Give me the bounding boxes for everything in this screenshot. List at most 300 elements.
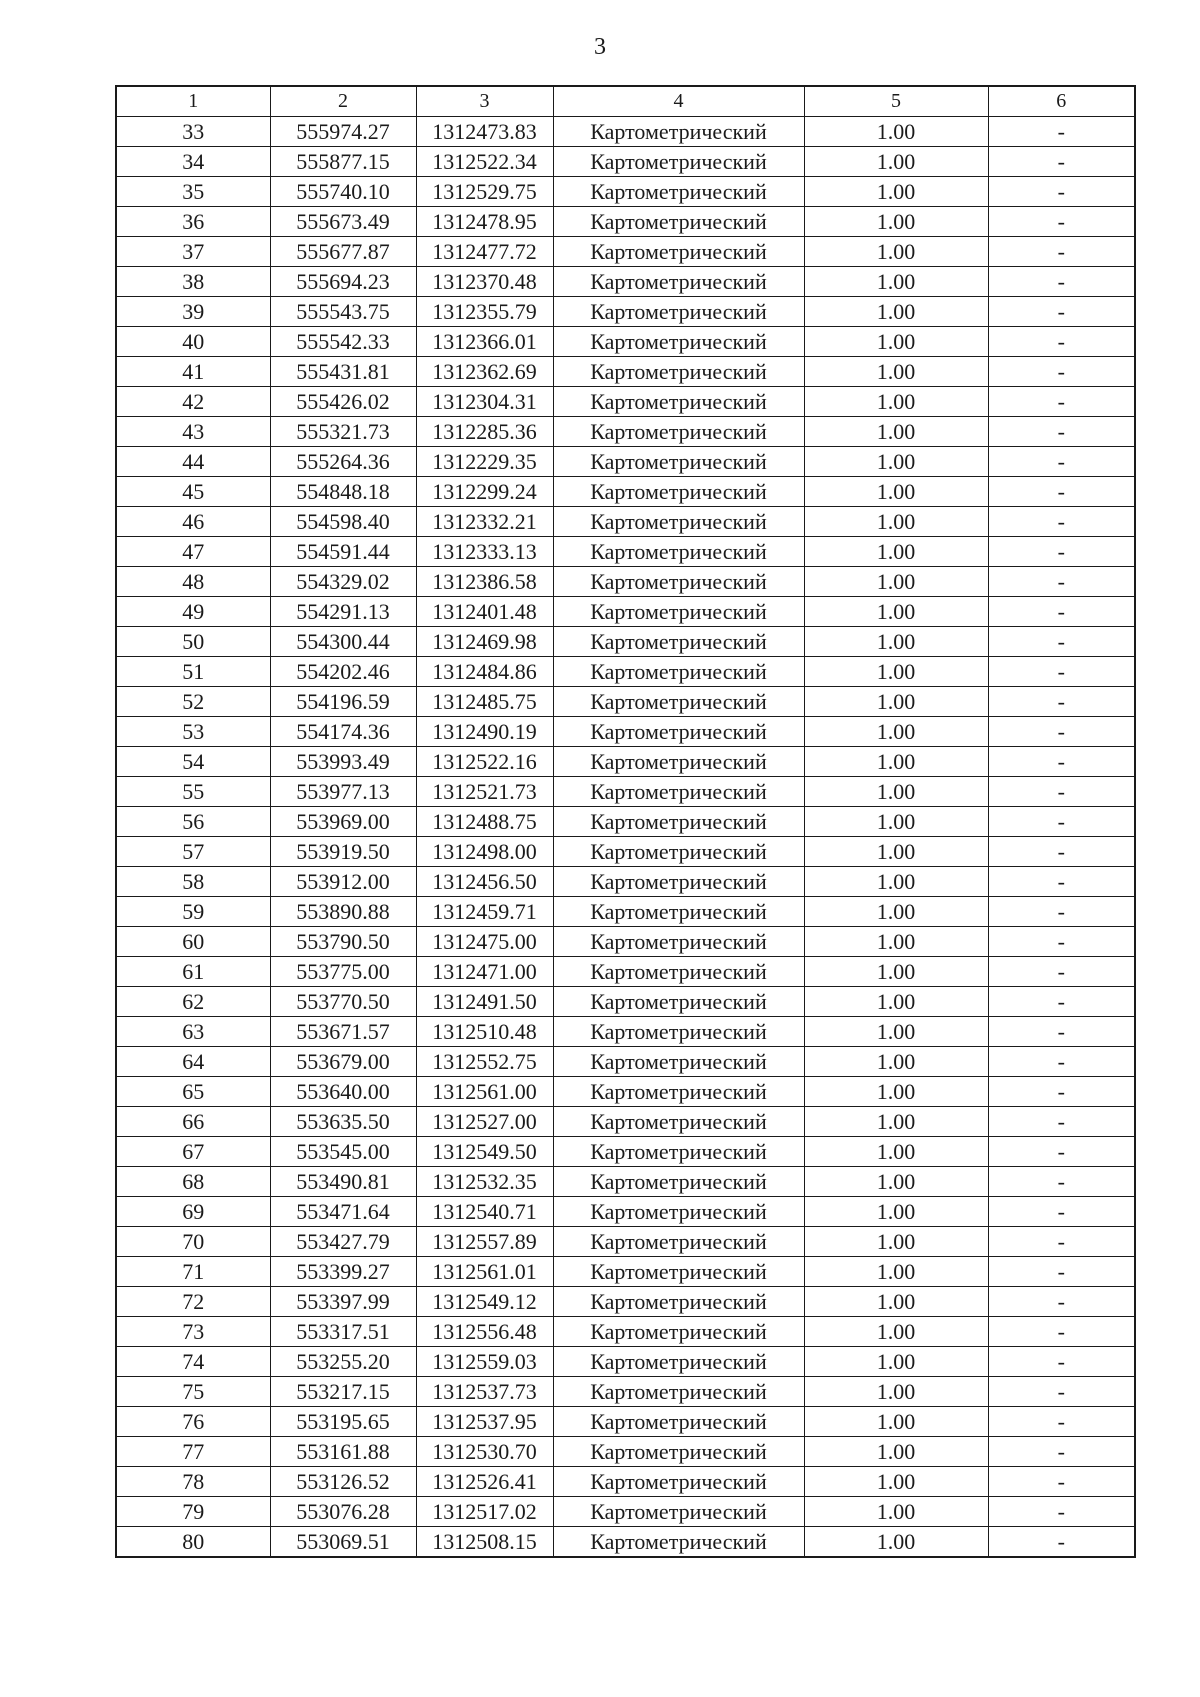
accuracy-cell: 1.00	[804, 867, 988, 897]
y-coordinate-cell: 1312557.89	[416, 1227, 553, 1257]
method-cell: Картометрический	[553, 567, 804, 597]
note-cell: -	[988, 237, 1135, 267]
y-coordinate-cell: 1312484.86	[416, 657, 553, 687]
accuracy-cell: 1.00	[804, 897, 988, 927]
accuracy-cell: 1.00	[804, 237, 988, 267]
method-cell: Картометрический	[553, 747, 804, 777]
y-coordinate-cell: 1312498.00	[416, 837, 553, 867]
y-coordinate-cell: 1312521.73	[416, 777, 553, 807]
method-cell: Картометрический	[553, 1467, 804, 1497]
accuracy-cell: 1.00	[804, 357, 988, 387]
table-row	[116, 297, 1135, 327]
table-row	[116, 657, 1135, 687]
point-number-cell: 51	[116, 657, 270, 687]
y-coordinate-cell: 1312401.48	[416, 597, 553, 627]
point-number-cell: 55	[116, 777, 270, 807]
point-number-cell: 63	[116, 1017, 270, 1047]
y-coordinate-cell: 1312549.50	[416, 1137, 553, 1167]
accuracy-cell: 1.00	[804, 537, 988, 567]
note-cell: -	[988, 627, 1135, 657]
y-coordinate-cell: 1312527.00	[416, 1107, 553, 1137]
table-row	[116, 1077, 1135, 1107]
point-number-cell: 61	[116, 957, 270, 987]
table-row	[116, 207, 1135, 237]
table-row	[116, 507, 1135, 537]
x-coordinate-cell: 553912.00	[270, 867, 416, 897]
table-row	[116, 1047, 1135, 1077]
point-number-cell: 46	[116, 507, 270, 537]
note-cell: -	[988, 717, 1135, 747]
table-row	[116, 567, 1135, 597]
point-number-cell: 52	[116, 687, 270, 717]
method-cell: Картометрический	[553, 957, 804, 987]
point-number-cell: 45	[116, 477, 270, 507]
table-row	[116, 267, 1135, 297]
point-number-cell: 65	[116, 1077, 270, 1107]
accuracy-cell: 1.00	[804, 687, 988, 717]
point-number-cell: 49	[116, 597, 270, 627]
y-coordinate-cell: 1312549.12	[416, 1287, 553, 1317]
table-row	[116, 1497, 1135, 1527]
note-cell: -	[988, 1497, 1135, 1527]
accuracy-cell: 1.00	[804, 1137, 988, 1167]
y-coordinate-cell: 1312488.75	[416, 807, 553, 837]
accuracy-cell: 1.00	[804, 387, 988, 417]
note-cell: -	[988, 1107, 1135, 1137]
x-coordinate-cell: 555974.27	[270, 117, 416, 147]
point-number-cell: 69	[116, 1197, 270, 1227]
note-cell: -	[988, 1047, 1135, 1077]
accuracy-cell: 1.00	[804, 1167, 988, 1197]
method-cell: Картометрический	[553, 1257, 804, 1287]
point-number-cell: 62	[116, 987, 270, 1017]
point-number-cell: 48	[116, 567, 270, 597]
point-number-cell: 75	[116, 1377, 270, 1407]
point-number-cell: 41	[116, 357, 270, 387]
y-coordinate-cell: 1312475.00	[416, 927, 553, 957]
accuracy-cell: 1.00	[804, 267, 988, 297]
note-cell: -	[988, 267, 1135, 297]
accuracy-cell: 1.00	[804, 177, 988, 207]
table-row	[116, 177, 1135, 207]
point-number-cell: 42	[116, 387, 270, 417]
column-header-1: 1	[116, 86, 270, 117]
note-cell: -	[988, 1467, 1135, 1497]
method-cell: Картометрический	[553, 267, 804, 297]
method-cell: Картометрический	[553, 987, 804, 1017]
y-coordinate-cell: 1312386.58	[416, 567, 553, 597]
note-cell: -	[988, 747, 1135, 777]
table-body	[116, 117, 1135, 1558]
x-coordinate-cell: 553255.20	[270, 1347, 416, 1377]
accuracy-cell: 1.00	[804, 657, 988, 687]
accuracy-cell: 1.00	[804, 597, 988, 627]
accuracy-cell: 1.00	[804, 1527, 988, 1558]
point-number-cell: 72	[116, 1287, 270, 1317]
accuracy-cell: 1.00	[804, 327, 988, 357]
method-cell: Картометрический	[553, 477, 804, 507]
accuracy-cell: 1.00	[804, 717, 988, 747]
accuracy-cell: 1.00	[804, 1077, 988, 1107]
table-row	[116, 477, 1135, 507]
x-coordinate-cell: 553775.00	[270, 957, 416, 987]
point-number-cell: 44	[116, 447, 270, 477]
note-cell: -	[988, 1287, 1135, 1317]
note-cell: -	[988, 777, 1135, 807]
method-cell: Картометрический	[553, 387, 804, 417]
method-cell: Картометрический	[553, 807, 804, 837]
table-row	[116, 1167, 1135, 1197]
x-coordinate-cell: 553790.50	[270, 927, 416, 957]
method-cell: Картометрический	[553, 207, 804, 237]
point-number-cell: 40	[116, 327, 270, 357]
method-cell: Картометрический	[553, 117, 804, 147]
note-cell: -	[988, 357, 1135, 387]
point-number-cell: 73	[116, 1317, 270, 1347]
accuracy-cell: 1.00	[804, 1017, 988, 1047]
table-row	[116, 687, 1135, 717]
point-number-cell: 67	[116, 1137, 270, 1167]
x-coordinate-cell: 554291.13	[270, 597, 416, 627]
table-row	[116, 717, 1135, 747]
x-coordinate-cell: 555877.15	[270, 147, 416, 177]
point-number-cell: 36	[116, 207, 270, 237]
method-cell: Картометрический	[553, 597, 804, 627]
method-cell: Картометрический	[553, 777, 804, 807]
note-cell: -	[988, 1077, 1135, 1107]
table-row	[116, 777, 1135, 807]
note-cell: -	[988, 1017, 1135, 1047]
x-coordinate-cell: 553919.50	[270, 837, 416, 867]
y-coordinate-cell: 1312285.36	[416, 417, 553, 447]
method-cell: Картометрический	[553, 507, 804, 537]
accuracy-cell: 1.00	[804, 1227, 988, 1257]
method-cell: Картометрический	[553, 1497, 804, 1527]
note-cell: -	[988, 1317, 1135, 1347]
note-cell: -	[988, 1377, 1135, 1407]
table-row	[116, 417, 1135, 447]
note-cell: -	[988, 1347, 1135, 1377]
column-header-3: 3	[416, 86, 553, 117]
note-cell: -	[988, 687, 1135, 717]
x-coordinate-cell: 553671.57	[270, 1017, 416, 1047]
method-cell: Картометрический	[553, 297, 804, 327]
point-number-cell: 54	[116, 747, 270, 777]
note-cell: -	[988, 807, 1135, 837]
note-cell: -	[988, 417, 1135, 447]
method-cell: Картометрический	[553, 417, 804, 447]
table-row	[116, 837, 1135, 867]
x-coordinate-cell: 553969.00	[270, 807, 416, 837]
y-coordinate-cell: 1312229.35	[416, 447, 553, 477]
x-coordinate-cell: 553545.00	[270, 1137, 416, 1167]
table-row	[116, 747, 1135, 777]
point-number-cell: 76	[116, 1407, 270, 1437]
method-cell: Картометрический	[553, 1077, 804, 1107]
accuracy-cell: 1.00	[804, 1377, 988, 1407]
note-cell: -	[988, 1137, 1135, 1167]
x-coordinate-cell: 554848.18	[270, 477, 416, 507]
method-cell: Картометрический	[553, 1347, 804, 1377]
method-cell: Картометрический	[553, 627, 804, 657]
table-row	[116, 597, 1135, 627]
point-number-cell: 53	[116, 717, 270, 747]
x-coordinate-cell: 554300.44	[270, 627, 416, 657]
x-coordinate-cell: 554598.40	[270, 507, 416, 537]
point-number-cell: 68	[116, 1167, 270, 1197]
x-coordinate-cell: 553126.52	[270, 1467, 416, 1497]
method-cell: Картометрический	[553, 687, 804, 717]
x-coordinate-cell: 553993.49	[270, 747, 416, 777]
note-cell: -	[988, 987, 1135, 1017]
accuracy-cell: 1.00	[804, 807, 988, 837]
point-number-cell: 71	[116, 1257, 270, 1287]
accuracy-cell: 1.00	[804, 1347, 988, 1377]
table-row	[116, 957, 1135, 987]
y-coordinate-cell: 1312370.48	[416, 267, 553, 297]
table-row	[116, 1257, 1135, 1287]
method-cell: Картометрический	[553, 1137, 804, 1167]
table-row	[116, 927, 1135, 957]
table-row	[116, 1017, 1135, 1047]
note-cell: -	[988, 897, 1135, 927]
y-coordinate-cell: 1312510.48	[416, 1017, 553, 1047]
note-cell: -	[988, 1407, 1135, 1437]
method-cell: Картометрический	[553, 1047, 804, 1077]
y-coordinate-cell: 1312556.48	[416, 1317, 553, 1347]
y-coordinate-cell: 1312485.75	[416, 687, 553, 717]
method-cell: Картометрический	[553, 1527, 804, 1558]
table-row	[116, 627, 1135, 657]
x-coordinate-cell: 555542.33	[270, 327, 416, 357]
table-row	[116, 1227, 1135, 1257]
y-coordinate-cell: 1312332.21	[416, 507, 553, 537]
y-coordinate-cell: 1312561.01	[416, 1257, 553, 1287]
y-coordinate-cell: 1312490.19	[416, 717, 553, 747]
point-number-cell: 60	[116, 927, 270, 957]
point-number-cell: 59	[116, 897, 270, 927]
table-row	[116, 1407, 1135, 1437]
method-cell: Картометрический	[553, 1317, 804, 1347]
x-coordinate-cell: 555740.10	[270, 177, 416, 207]
table-row	[116, 327, 1135, 357]
y-coordinate-cell: 1312299.24	[416, 477, 553, 507]
note-cell: -	[988, 957, 1135, 987]
x-coordinate-cell: 555426.02	[270, 387, 416, 417]
y-coordinate-cell: 1312561.00	[416, 1077, 553, 1107]
x-coordinate-cell: 553195.65	[270, 1407, 416, 1437]
accuracy-cell: 1.00	[804, 477, 988, 507]
note-cell: -	[988, 1227, 1135, 1257]
accuracy-cell: 1.00	[804, 957, 988, 987]
x-coordinate-cell: 555543.75	[270, 297, 416, 327]
note-cell: -	[988, 1257, 1135, 1287]
point-number-cell: 47	[116, 537, 270, 567]
table-row	[116, 1317, 1135, 1347]
table-row	[116, 987, 1135, 1017]
method-cell: Картометрический	[553, 1167, 804, 1197]
y-coordinate-cell: 1312522.16	[416, 747, 553, 777]
y-coordinate-cell: 1312491.50	[416, 987, 553, 1017]
accuracy-cell: 1.00	[804, 567, 988, 597]
y-coordinate-cell: 1312540.71	[416, 1197, 553, 1227]
accuracy-cell: 1.00	[804, 987, 988, 1017]
method-cell: Картометрический	[553, 357, 804, 387]
y-coordinate-cell: 1312478.95	[416, 207, 553, 237]
table-row	[116, 147, 1135, 177]
accuracy-cell: 1.00	[804, 1047, 988, 1077]
note-cell: -	[988, 1197, 1135, 1227]
table-row	[116, 1377, 1135, 1407]
note-cell: -	[988, 867, 1135, 897]
method-cell: Картометрический	[553, 237, 804, 267]
y-coordinate-cell: 1312529.75	[416, 177, 553, 207]
y-coordinate-cell: 1312362.69	[416, 357, 553, 387]
table-row	[116, 1197, 1135, 1227]
method-cell: Картометрический	[553, 1437, 804, 1467]
method-cell: Картометрический	[553, 177, 804, 207]
table-row	[116, 867, 1135, 897]
y-coordinate-cell: 1312508.15	[416, 1527, 553, 1558]
note-cell: -	[988, 207, 1135, 237]
accuracy-cell: 1.00	[804, 1287, 988, 1317]
x-coordinate-cell: 555673.49	[270, 207, 416, 237]
table-row	[116, 1107, 1135, 1137]
x-coordinate-cell: 554196.59	[270, 687, 416, 717]
accuracy-cell: 1.00	[804, 777, 988, 807]
column-header-5: 5	[804, 86, 988, 117]
point-number-cell: 39	[116, 297, 270, 327]
table-row	[116, 897, 1135, 927]
point-number-cell: 64	[116, 1047, 270, 1077]
accuracy-cell: 1.00	[804, 117, 988, 147]
method-cell: Картометрический	[553, 1287, 804, 1317]
point-number-cell: 70	[116, 1227, 270, 1257]
y-coordinate-cell: 1312559.03	[416, 1347, 553, 1377]
column-header-6: 6	[988, 86, 1135, 117]
x-coordinate-cell: 554591.44	[270, 537, 416, 567]
method-cell: Картометрический	[553, 897, 804, 927]
x-coordinate-cell: 555431.81	[270, 357, 416, 387]
accuracy-cell: 1.00	[804, 1467, 988, 1497]
method-cell: Картометрический	[553, 1107, 804, 1137]
x-coordinate-cell: 553770.50	[270, 987, 416, 1017]
x-coordinate-cell: 553076.28	[270, 1497, 416, 1527]
y-coordinate-cell: 1312304.31	[416, 387, 553, 417]
column-header-4: 4	[553, 86, 804, 117]
x-coordinate-cell: 554202.46	[270, 657, 416, 687]
y-coordinate-cell: 1312459.71	[416, 897, 553, 927]
point-number-cell: 43	[116, 417, 270, 447]
note-cell: -	[988, 1167, 1135, 1197]
note-cell: -	[988, 297, 1135, 327]
accuracy-cell: 1.00	[804, 447, 988, 477]
method-cell: Картометрический	[553, 147, 804, 177]
y-coordinate-cell: 1312471.00	[416, 957, 553, 987]
table-row	[116, 1437, 1135, 1467]
table-row	[116, 1287, 1135, 1317]
y-coordinate-cell: 1312473.83	[416, 117, 553, 147]
method-cell: Картометрический	[553, 327, 804, 357]
note-cell: -	[988, 177, 1135, 207]
y-coordinate-cell: 1312537.95	[416, 1407, 553, 1437]
x-coordinate-cell: 553679.00	[270, 1047, 416, 1077]
x-coordinate-cell: 553427.79	[270, 1227, 416, 1257]
y-coordinate-cell: 1312469.98	[416, 627, 553, 657]
accuracy-cell: 1.00	[804, 1497, 988, 1527]
table-row	[116, 1347, 1135, 1377]
note-cell: -	[988, 387, 1135, 417]
note-cell: -	[988, 657, 1135, 687]
x-coordinate-cell: 553490.81	[270, 1167, 416, 1197]
accuracy-cell: 1.00	[804, 147, 988, 177]
accuracy-cell: 1.00	[804, 1107, 988, 1137]
accuracy-cell: 1.00	[804, 507, 988, 537]
table-header-row	[116, 86, 1135, 117]
page-number: 3	[594, 34, 606, 60]
note-cell: -	[988, 477, 1135, 507]
accuracy-cell: 1.00	[804, 1407, 988, 1437]
note-cell: -	[988, 1437, 1135, 1467]
x-coordinate-cell: 553640.00	[270, 1077, 416, 1107]
accuracy-cell: 1.00	[804, 207, 988, 237]
column-header-2: 2	[270, 86, 416, 117]
table-row	[116, 387, 1135, 417]
x-coordinate-cell: 555677.87	[270, 237, 416, 267]
method-cell: Картометрический	[553, 537, 804, 567]
table-row	[116, 357, 1135, 387]
table-row	[116, 807, 1135, 837]
table-row	[116, 447, 1135, 477]
method-cell: Картометрический	[553, 657, 804, 687]
point-number-cell: 57	[116, 837, 270, 867]
point-number-cell: 38	[116, 267, 270, 297]
point-number-cell: 58	[116, 867, 270, 897]
note-cell: -	[988, 537, 1135, 567]
note-cell: -	[988, 447, 1135, 477]
accuracy-cell: 1.00	[804, 927, 988, 957]
method-cell: Картометрический	[553, 1407, 804, 1437]
note-cell: -	[988, 117, 1135, 147]
note-cell: -	[988, 927, 1135, 957]
y-coordinate-cell: 1312532.35	[416, 1167, 553, 1197]
point-number-cell: 66	[116, 1107, 270, 1137]
x-coordinate-cell: 553217.15	[270, 1377, 416, 1407]
point-number-cell: 74	[116, 1347, 270, 1377]
accuracy-cell: 1.00	[804, 1197, 988, 1227]
x-coordinate-cell: 553471.64	[270, 1197, 416, 1227]
x-coordinate-cell: 555694.23	[270, 267, 416, 297]
y-coordinate-cell: 1312333.13	[416, 537, 553, 567]
x-coordinate-cell: 555321.73	[270, 417, 416, 447]
method-cell: Картометрический	[553, 447, 804, 477]
method-cell: Картометрический	[553, 1017, 804, 1047]
y-coordinate-cell: 1312456.50	[416, 867, 553, 897]
method-cell: Картометрический	[553, 1197, 804, 1227]
y-coordinate-cell: 1312355.79	[416, 297, 553, 327]
y-coordinate-cell: 1312366.01	[416, 327, 553, 357]
method-cell: Картометрический	[553, 1377, 804, 1407]
x-coordinate-cell: 554329.02	[270, 567, 416, 597]
y-coordinate-cell: 1312537.73	[416, 1377, 553, 1407]
table-row	[116, 117, 1135, 147]
accuracy-cell: 1.00	[804, 1437, 988, 1467]
y-coordinate-cell: 1312526.41	[416, 1467, 553, 1497]
accuracy-cell: 1.00	[804, 1257, 988, 1287]
point-number-cell: 37	[116, 237, 270, 267]
point-number-cell: 78	[116, 1467, 270, 1497]
method-cell: Картометрический	[553, 1227, 804, 1257]
